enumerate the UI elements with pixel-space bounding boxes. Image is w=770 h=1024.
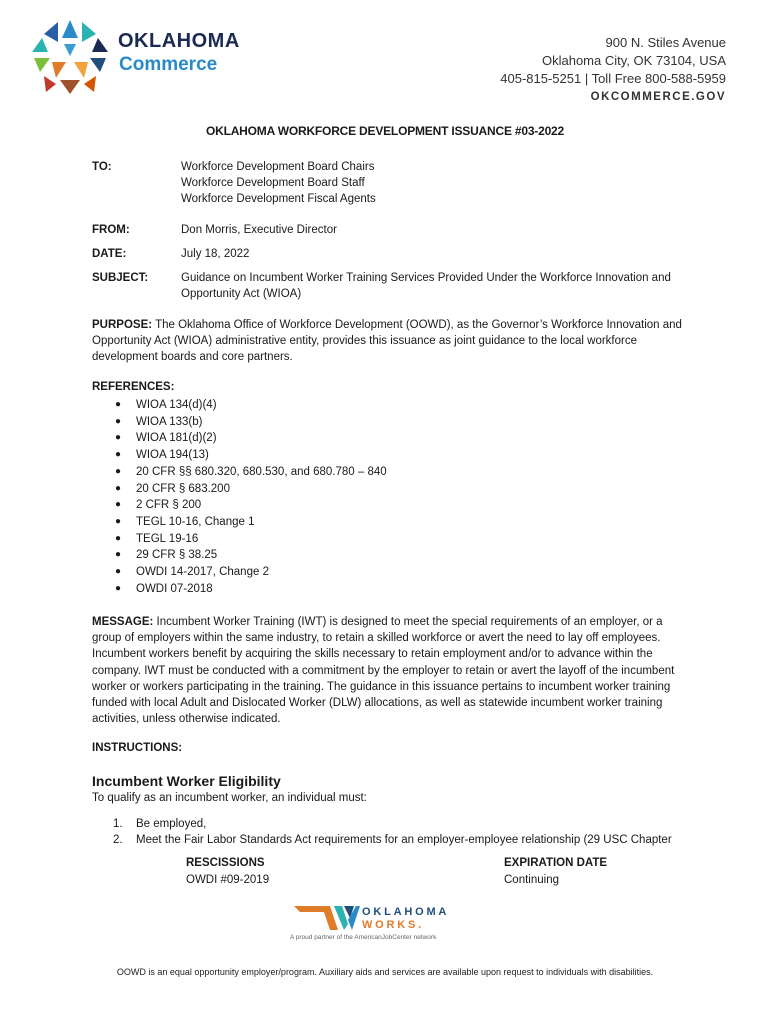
website-link[interactable]: OKCOMMERCE.GOV bbox=[590, 91, 726, 103]
bullet-icon: ● bbox=[115, 549, 122, 561]
issuance-title: OKLAHOMA WORKFORCE DEVELOPMENT ISSUANCE #03-2022 bbox=[205, 124, 564, 138]
reference-item: ● WIOA 134(d)(4) bbox=[92, 397, 387, 414]
reference-item: ● TEGL 10-16, Change 1 bbox=[92, 514, 387, 531]
reference-item: ● WIOA 194(13) bbox=[92, 447, 387, 464]
bullet-icon: ● bbox=[115, 532, 122, 544]
address-street: 900 N. Stiles Avenue bbox=[605, 35, 726, 50]
reference-item: ● WIOA 181(d)(2) bbox=[92, 430, 387, 447]
eligibility-steps bbox=[92, 816, 692, 848]
to-line: Workforce Development Fiscal Agents bbox=[181, 193, 376, 205]
step-number: 2. bbox=[113, 834, 123, 846]
rescissions-label: RESCISSIONS bbox=[186, 857, 265, 869]
purpose-paragraph bbox=[92, 317, 686, 365]
logo-oklahoma-text: OKLAHOMA bbox=[118, 30, 240, 52]
date-value: July 18, 2022 bbox=[181, 248, 250, 260]
bullet-icon: ● bbox=[115, 582, 122, 594]
message-text: Incumbent Worker Training (IWT) is designed to meet the special requirements of an employer, or a group of employers within the same industry, to retain a skilled workforce or avert the need to lay off employees. Incumbent workers benefit by acquiring the skills necessary to retain employment and/or to advance within the company. IWT must be conducted with a commitment by the employer to retain or avert the layoff of the incumbent worker or workers participating in the training. The guidance in this issuance pertains to incumbent worker training funded with local Adult and Dislocated Worker (DLW) allocations, as well as statewide incumbent worker training activities, unless otherwise indicated. bbox=[92, 616, 675, 726]
purpose-text: The Oklahoma Office of Workforce Development (OOWD), as the Governor’s Workforce Innovation and Opportunity Act (WIOA) administrative entity, provides this issuance as joint guidance to the local workforce development boards and core partners. bbox=[92, 319, 682, 363]
step-number: 1. bbox=[113, 818, 123, 830]
footer-disclaimer: OOWD is an equal opportunity employer/program. Auxiliary aids and services are available upon request to individuals with disabilities. bbox=[116, 967, 654, 977]
expiration-block bbox=[504, 855, 607, 889]
oklahoma-commerce-logo bbox=[30, 18, 240, 96]
address-city: Oklahoma City, OK 73104, USA bbox=[541, 53, 726, 68]
reference-item: ● 29 CFR § 38.25 bbox=[92, 547, 387, 564]
bullet-icon: ● bbox=[115, 415, 122, 427]
eligibility-step bbox=[92, 832, 692, 848]
memo-to bbox=[92, 159, 712, 209]
reference-item: ● 2 CFR § 200 bbox=[92, 497, 387, 514]
subject-label: SUBJECT: bbox=[92, 272, 149, 284]
reference-item: ● 20 CFR §§ 680.320, 680.530, and 680.780 – 840 bbox=[92, 464, 387, 481]
to-value bbox=[181, 159, 701, 207]
bullet-icon: ● bbox=[115, 465, 122, 477]
commerce-star-icon bbox=[30, 18, 110, 96]
bullet-icon: ● bbox=[115, 566, 122, 578]
reference-item: ● OWDI 07-2018 bbox=[92, 581, 387, 598]
reference-item: ● WIOA 133(b) bbox=[92, 414, 387, 431]
to-label: TO: bbox=[92, 161, 112, 173]
bullet-icon: ● bbox=[115, 399, 122, 410]
from-value: Don Morris, Executive Director bbox=[181, 224, 337, 236]
to-line: Workforce Development Board Chairs bbox=[181, 161, 375, 173]
reference-item: ● OWDI 14-2017, Change 2 bbox=[92, 564, 387, 581]
ok-works-works-text: WORKS. bbox=[362, 919, 425, 931]
ok-works-oklahoma-text: OKLAHOMA bbox=[362, 906, 450, 918]
references-section bbox=[92, 379, 387, 597]
reference-item: ● TEGL 19-16 bbox=[92, 531, 387, 548]
from-label: FROM: bbox=[92, 224, 130, 236]
memo-date bbox=[92, 246, 712, 262]
references-label: REFERENCES: bbox=[92, 381, 175, 393]
rescissions-block bbox=[186, 855, 269, 889]
bullet-icon: ● bbox=[115, 499, 122, 511]
date-label: DATE: bbox=[92, 248, 127, 260]
address-block bbox=[500, 34, 726, 106]
eligibility-heading: Incumbent Worker Eligibility bbox=[92, 773, 281, 789]
reference-item: ● 20 CFR § 683.200 bbox=[92, 481, 387, 498]
eligibility-intro: To qualify as an incumbent worker, an individual must: bbox=[92, 792, 367, 804]
memo-subject bbox=[92, 270, 712, 302]
memo-from bbox=[92, 222, 712, 238]
instructions-label: INSTRUCTIONS: bbox=[92, 742, 183, 754]
step-text: Meet the Fair Labor Standards Act requirements for an employer-employee relationship (29 USC Chapter bbox=[136, 834, 672, 846]
purpose-label: PURPOSE: bbox=[92, 319, 153, 331]
message-paragraph bbox=[92, 614, 686, 727]
rescissions-value: OWDI #09-2019 bbox=[186, 874, 270, 886]
subject-value: Guidance on Incumbent Worker Training Services Provided Under the Workforce Innovation and Opportunity Act (WIOA) bbox=[181, 272, 671, 300]
ajc-partner-text: A proud partner of the AmericanJobCenter network bbox=[290, 934, 437, 941]
to-line: Workforce Development Board Staff bbox=[181, 177, 365, 189]
bullet-icon: ● bbox=[115, 515, 122, 527]
address-phone: 405-815-5251 | Toll Free 800-588-5959 bbox=[500, 71, 726, 86]
expiration-value: Continuing bbox=[504, 874, 559, 886]
oklahoma-works-mark-icon bbox=[294, 902, 360, 934]
step-text: Be employed, bbox=[136, 818, 207, 830]
oklahoma-works-logo bbox=[290, 900, 490, 948]
message-label: MESSAGE: bbox=[92, 616, 154, 628]
eligibility-step bbox=[92, 816, 692, 832]
bullet-icon: ● bbox=[115, 482, 122, 494]
expiration-label: EXPIRATION DATE bbox=[504, 857, 608, 869]
logo-commerce-text: Commerce bbox=[119, 54, 218, 75]
bullet-icon: ● bbox=[115, 449, 122, 461]
bullet-icon: ● bbox=[115, 432, 122, 444]
references-list bbox=[92, 397, 387, 597]
